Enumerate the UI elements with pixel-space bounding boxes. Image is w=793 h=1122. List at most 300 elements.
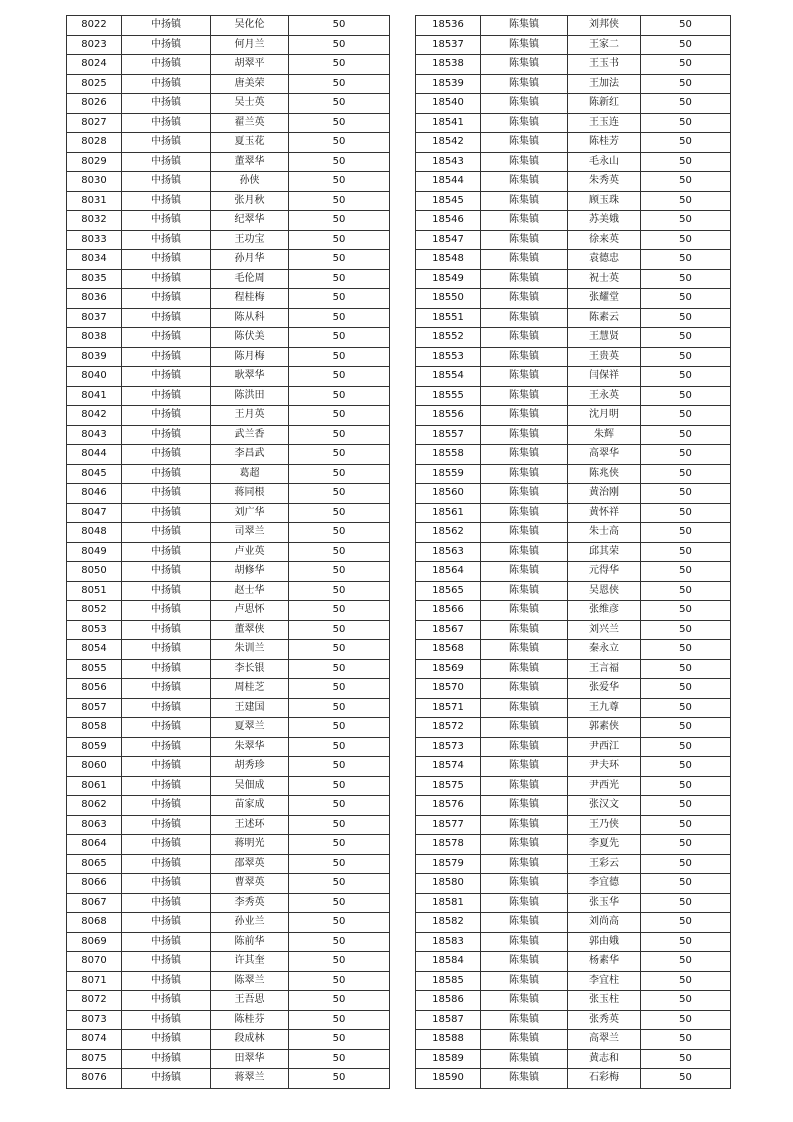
amount-cell: 50: [289, 94, 390, 114]
town-cell: 陈集镇: [481, 367, 568, 387]
town-cell: 中扬镇: [122, 913, 211, 933]
amount-cell: 50: [289, 737, 390, 757]
town-cell: 陈集镇: [481, 152, 568, 172]
name-cell: 张维彦: [568, 601, 641, 621]
amount-cell: 50: [289, 562, 390, 582]
id-cell: 8071: [67, 971, 122, 991]
town-cell: 中扬镇: [122, 1010, 211, 1030]
town-cell: 陈集镇: [481, 991, 568, 1011]
table-row: [67, 952, 390, 972]
town-cell: 中扬镇: [122, 425, 211, 445]
town-cell: 中扬镇: [122, 74, 211, 94]
name-cell: 张汉文: [568, 796, 641, 816]
amount-cell: 50: [289, 172, 390, 192]
id-cell: 18582: [416, 913, 481, 933]
amount-cell: 50: [641, 718, 731, 738]
amount-cell: 50: [641, 269, 731, 289]
id-cell: 18558: [416, 445, 481, 465]
name-cell: 石彩梅: [568, 1069, 641, 1089]
name-cell: 李昌武: [211, 445, 289, 465]
id-cell: 18567: [416, 620, 481, 640]
amount-cell: 50: [641, 835, 731, 855]
id-cell: 8053: [67, 620, 122, 640]
id-cell: 8074: [67, 1030, 122, 1050]
amount-cell: 50: [289, 113, 390, 133]
amount-cell: 50: [289, 893, 390, 913]
table-row: [67, 269, 390, 289]
id-cell: 18562: [416, 523, 481, 543]
amount-cell: 50: [641, 133, 731, 153]
town-cell: 陈集镇: [481, 971, 568, 991]
id-cell: 18564: [416, 562, 481, 582]
name-cell: 徐来英: [568, 230, 641, 250]
town-cell: 陈集镇: [481, 328, 568, 348]
table-row: [67, 347, 390, 367]
id-cell: 18568: [416, 640, 481, 660]
table-row: [416, 932, 731, 952]
table-row: [416, 289, 731, 309]
name-cell: 王慧贤: [568, 328, 641, 348]
name-cell: 陈新红: [568, 94, 641, 114]
id-cell: 8030: [67, 172, 122, 192]
table-row: [416, 542, 731, 562]
table-row: [416, 523, 731, 543]
table-row: [67, 893, 390, 913]
amount-cell: 50: [289, 289, 390, 309]
table-row: [67, 542, 390, 562]
town-cell: 陈集镇: [481, 113, 568, 133]
town-cell: 中扬镇: [122, 1069, 211, 1089]
id-cell: 8025: [67, 74, 122, 94]
town-cell: 中扬镇: [122, 445, 211, 465]
amount-cell: 50: [641, 445, 731, 465]
amount-cell: 50: [641, 815, 731, 835]
table-row: [67, 425, 390, 445]
town-cell: 中扬镇: [122, 542, 211, 562]
name-cell: 胡翠平: [211, 55, 289, 75]
name-cell: 葛超: [211, 464, 289, 484]
table-row: [67, 796, 390, 816]
table-row: [67, 367, 390, 387]
amount-cell: 50: [641, 581, 731, 601]
table-row: [67, 581, 390, 601]
id-cell: 8049: [67, 542, 122, 562]
table-row: [67, 230, 390, 250]
town-cell: 中扬镇: [122, 601, 211, 621]
name-cell: 陈洪田: [211, 386, 289, 406]
amount-cell: 50: [641, 503, 731, 523]
town-cell: 陈集镇: [481, 289, 568, 309]
table-row: [416, 328, 731, 348]
name-cell: 高翠兰: [568, 1030, 641, 1050]
name-cell: 唐美荣: [211, 74, 289, 94]
amount-cell: 50: [641, 737, 731, 757]
id-cell: 18587: [416, 1010, 481, 1030]
table-row: [67, 874, 390, 894]
table-row: [67, 55, 390, 75]
table-row: [416, 835, 731, 855]
amount-cell: 50: [641, 640, 731, 660]
table-row: [67, 94, 390, 114]
amount-cell: 50: [289, 640, 390, 660]
name-cell: 李夏先: [568, 835, 641, 855]
id-cell: 18571: [416, 698, 481, 718]
table-row: [416, 971, 731, 991]
table-row: [67, 74, 390, 94]
name-cell: 毛伦周: [211, 269, 289, 289]
id-cell: 8038: [67, 328, 122, 348]
town-cell: 中扬镇: [122, 289, 211, 309]
name-cell: 王玉连: [568, 113, 641, 133]
id-cell: 18554: [416, 367, 481, 387]
table-row: [416, 16, 731, 36]
id-cell: 8029: [67, 152, 122, 172]
name-cell: 吴化伦: [211, 16, 289, 36]
id-cell: 18573: [416, 737, 481, 757]
name-cell: 段成林: [211, 1030, 289, 1050]
name-cell: 董翠华: [211, 152, 289, 172]
town-cell: 陈集镇: [481, 698, 568, 718]
id-cell: 18578: [416, 835, 481, 855]
town-cell: 陈集镇: [481, 347, 568, 367]
table-row: [416, 464, 731, 484]
town-cell: 中扬镇: [122, 464, 211, 484]
id-cell: 8040: [67, 367, 122, 387]
table-row: [67, 913, 390, 933]
amount-cell: 50: [289, 757, 390, 777]
name-cell: 刘广华: [211, 503, 289, 523]
amount-cell: 50: [641, 1069, 731, 1089]
town-cell: 陈集镇: [481, 932, 568, 952]
town-cell: 陈集镇: [481, 445, 568, 465]
table-row: [416, 211, 731, 231]
town-cell: 中扬镇: [122, 893, 211, 913]
amount-cell: 50: [289, 1030, 390, 1050]
id-cell: 18589: [416, 1049, 481, 1069]
name-cell: 王功宝: [211, 230, 289, 250]
town-cell: 陈集镇: [481, 620, 568, 640]
amount-cell: 50: [289, 679, 390, 699]
amount-cell: 50: [641, 542, 731, 562]
name-cell: 孙月华: [211, 250, 289, 270]
table-row: [67, 698, 390, 718]
id-cell: 8073: [67, 1010, 122, 1030]
amount-cell: 50: [641, 874, 731, 894]
amount-cell: 50: [289, 698, 390, 718]
name-cell: 胡修华: [211, 562, 289, 582]
name-cell: 闫保祥: [568, 367, 641, 387]
id-cell: 8028: [67, 133, 122, 153]
amount-cell: 50: [641, 796, 731, 816]
id-cell: 18574: [416, 757, 481, 777]
town-cell: 陈集镇: [481, 172, 568, 192]
id-cell: 18539: [416, 74, 481, 94]
town-cell: 中扬镇: [122, 757, 211, 777]
table-row: [67, 835, 390, 855]
amount-cell: 50: [641, 523, 731, 543]
id-cell: 8056: [67, 679, 122, 699]
id-cell: 8023: [67, 35, 122, 55]
amount-cell: 50: [289, 484, 390, 504]
town-cell: 陈集镇: [481, 952, 568, 972]
town-cell: 陈集镇: [481, 737, 568, 757]
name-cell: 李秀英: [211, 893, 289, 913]
id-cell: 8034: [67, 250, 122, 270]
name-cell: 刘邦侠: [568, 16, 641, 36]
table-row: [416, 581, 731, 601]
name-cell: 朱翠华: [211, 737, 289, 757]
amount-cell: 50: [289, 464, 390, 484]
town-cell: 中扬镇: [122, 1049, 211, 1069]
town-cell: 陈集镇: [481, 406, 568, 426]
amount-cell: 50: [641, 425, 731, 445]
name-cell: 陈前华: [211, 932, 289, 952]
table-row: [416, 718, 731, 738]
name-cell: 李宜德: [568, 874, 641, 894]
town-cell: 陈集镇: [481, 1049, 568, 1069]
id-cell: 18588: [416, 1030, 481, 1050]
table-row: [67, 815, 390, 835]
table-row: [67, 1010, 390, 1030]
name-cell: 张耀堂: [568, 289, 641, 309]
table-row: [67, 757, 390, 777]
town-cell: 中扬镇: [122, 211, 211, 231]
name-cell: 苏美娥: [568, 211, 641, 231]
id-cell: 8055: [67, 659, 122, 679]
table-row: [67, 971, 390, 991]
town-cell: 陈集镇: [481, 74, 568, 94]
table-row: [416, 679, 731, 699]
id-cell: 18572: [416, 718, 481, 738]
table-row: [67, 386, 390, 406]
table-row: [416, 74, 731, 94]
table-row: [416, 152, 731, 172]
table-row: [416, 796, 731, 816]
id-cell: 18565: [416, 581, 481, 601]
id-cell: 8043: [67, 425, 122, 445]
amount-cell: 50: [289, 523, 390, 543]
table-row: [416, 386, 731, 406]
name-cell: 纪翠华: [211, 211, 289, 231]
table-row: [416, 191, 731, 211]
table-row: [67, 152, 390, 172]
amount-cell: 50: [289, 971, 390, 991]
table-row: [416, 698, 731, 718]
amount-cell: 50: [289, 932, 390, 952]
table-row: [416, 874, 731, 894]
table-row: [67, 679, 390, 699]
name-cell: 黄怀祥: [568, 503, 641, 523]
name-cell: 邱其荣: [568, 542, 641, 562]
id-cell: 18549: [416, 269, 481, 289]
table-row: [67, 250, 390, 270]
id-cell: 8032: [67, 211, 122, 231]
id-cell: 8075: [67, 1049, 122, 1069]
name-cell: 袁德忠: [568, 250, 641, 270]
id-cell: 8062: [67, 796, 122, 816]
amount-cell: 50: [641, 913, 731, 933]
town-cell: 陈集镇: [481, 679, 568, 699]
town-cell: 中扬镇: [122, 386, 211, 406]
id-cell: 8048: [67, 523, 122, 543]
amount-cell: 50: [641, 35, 731, 55]
id-cell: 8033: [67, 230, 122, 250]
table-row: [416, 601, 731, 621]
table-row: [416, 113, 731, 133]
name-cell: 刘尚高: [568, 913, 641, 933]
roster-table-right: [415, 15, 731, 1089]
table-row: [416, 55, 731, 75]
name-cell: 祝士英: [568, 269, 641, 289]
id-cell: 18545: [416, 191, 481, 211]
id-cell: 8035: [67, 269, 122, 289]
table-row: [416, 1010, 731, 1030]
id-cell: 18548: [416, 250, 481, 270]
amount-cell: 50: [641, 620, 731, 640]
name-cell: 蒋翠兰: [211, 1069, 289, 1089]
id-cell: 18556: [416, 406, 481, 426]
id-cell: 8076: [67, 1069, 122, 1089]
town-cell: 中扬镇: [122, 640, 211, 660]
name-cell: 许其奎: [211, 952, 289, 972]
id-cell: 8045: [67, 464, 122, 484]
town-cell: 陈集镇: [481, 16, 568, 36]
town-cell: 陈集镇: [481, 835, 568, 855]
name-cell: 朱训兰: [211, 640, 289, 660]
id-cell: 18536: [416, 16, 481, 36]
id-cell: 8031: [67, 191, 122, 211]
name-cell: 田翠华: [211, 1049, 289, 1069]
name-cell: 尹西光: [568, 776, 641, 796]
table-row: [416, 230, 731, 250]
town-cell: 中扬镇: [122, 776, 211, 796]
town-cell: 陈集镇: [481, 659, 568, 679]
table-row: [416, 1049, 731, 1069]
town-cell: 陈集镇: [481, 503, 568, 523]
id-cell: 18537: [416, 35, 481, 55]
town-cell: 中扬镇: [122, 113, 211, 133]
id-cell: 8060: [67, 757, 122, 777]
amount-cell: 50: [289, 55, 390, 75]
name-cell: 司翠兰: [211, 523, 289, 543]
town-cell: 陈集镇: [481, 893, 568, 913]
name-cell: 苗家成: [211, 796, 289, 816]
amount-cell: 50: [289, 386, 390, 406]
name-cell: 陈伏美: [211, 328, 289, 348]
table-row: [67, 854, 390, 874]
amount-cell: 50: [641, 601, 731, 621]
id-cell: 8041: [67, 386, 122, 406]
table-row: [416, 659, 731, 679]
town-cell: 中扬镇: [122, 698, 211, 718]
id-cell: 18575: [416, 776, 481, 796]
id-cell: 18590: [416, 1069, 481, 1089]
amount-cell: 50: [641, 172, 731, 192]
town-cell: 陈集镇: [481, 269, 568, 289]
amount-cell: 50: [289, 35, 390, 55]
id-cell: 8072: [67, 991, 122, 1011]
table-row: [67, 620, 390, 640]
amount-cell: 50: [641, 464, 731, 484]
table-row: [67, 211, 390, 231]
amount-cell: 50: [289, 503, 390, 523]
amount-cell: 50: [289, 952, 390, 972]
name-cell: 陈兆侠: [568, 464, 641, 484]
amount-cell: 50: [641, 776, 731, 796]
name-cell: 邵翠英: [211, 854, 289, 874]
town-cell: 中扬镇: [122, 835, 211, 855]
amount-cell: 50: [641, 113, 731, 133]
amount-cell: 50: [641, 952, 731, 972]
id-cell: 18583: [416, 932, 481, 952]
town-cell: 陈集镇: [481, 776, 568, 796]
name-cell: 王述环: [211, 815, 289, 835]
town-cell: 中扬镇: [122, 191, 211, 211]
table-row: [416, 94, 731, 114]
table-row: [416, 854, 731, 874]
id-cell: 8052: [67, 601, 122, 621]
table-row: [416, 640, 731, 660]
table-row: [416, 250, 731, 270]
table-row: [67, 308, 390, 328]
table-row: [67, 562, 390, 582]
id-cell: 8067: [67, 893, 122, 913]
name-cell: 张玉柱: [568, 991, 641, 1011]
id-cell: 8047: [67, 503, 122, 523]
amount-cell: 50: [289, 601, 390, 621]
name-cell: 何月兰: [211, 35, 289, 55]
town-cell: 陈集镇: [481, 308, 568, 328]
id-cell: 18559: [416, 464, 481, 484]
name-cell: 夏翠兰: [211, 718, 289, 738]
table-row: [416, 269, 731, 289]
amount-cell: 50: [289, 1069, 390, 1089]
town-cell: 陈集镇: [481, 35, 568, 55]
id-cell: 18566: [416, 601, 481, 621]
table-row: [67, 191, 390, 211]
amount-cell: 50: [289, 874, 390, 894]
name-cell: 黄治刚: [568, 484, 641, 504]
amount-cell: 50: [289, 406, 390, 426]
table-row: [416, 620, 731, 640]
amount-cell: 50: [289, 152, 390, 172]
town-cell: 中扬镇: [122, 172, 211, 192]
id-cell: 8027: [67, 113, 122, 133]
id-cell: 8069: [67, 932, 122, 952]
name-cell: 陈翠兰: [211, 971, 289, 991]
amount-cell: 50: [289, 74, 390, 94]
table-row: [416, 445, 731, 465]
name-cell: 杨素华: [568, 952, 641, 972]
id-cell: 18540: [416, 94, 481, 114]
name-cell: 张秀英: [568, 1010, 641, 1030]
id-cell: 18551: [416, 308, 481, 328]
amount-cell: 50: [289, 991, 390, 1011]
table-row: [67, 601, 390, 621]
name-cell: 孙侠: [211, 172, 289, 192]
id-cell: 18542: [416, 133, 481, 153]
table-row: [416, 35, 731, 55]
name-cell: 黄志和: [568, 1049, 641, 1069]
town-cell: 中扬镇: [122, 932, 211, 952]
town-cell: 中扬镇: [122, 562, 211, 582]
table-row: [67, 1069, 390, 1089]
name-cell: 郭由娥: [568, 932, 641, 952]
name-cell: 尹西江: [568, 737, 641, 757]
town-cell: 陈集镇: [481, 94, 568, 114]
amount-cell: 50: [289, 308, 390, 328]
amount-cell: 50: [289, 835, 390, 855]
